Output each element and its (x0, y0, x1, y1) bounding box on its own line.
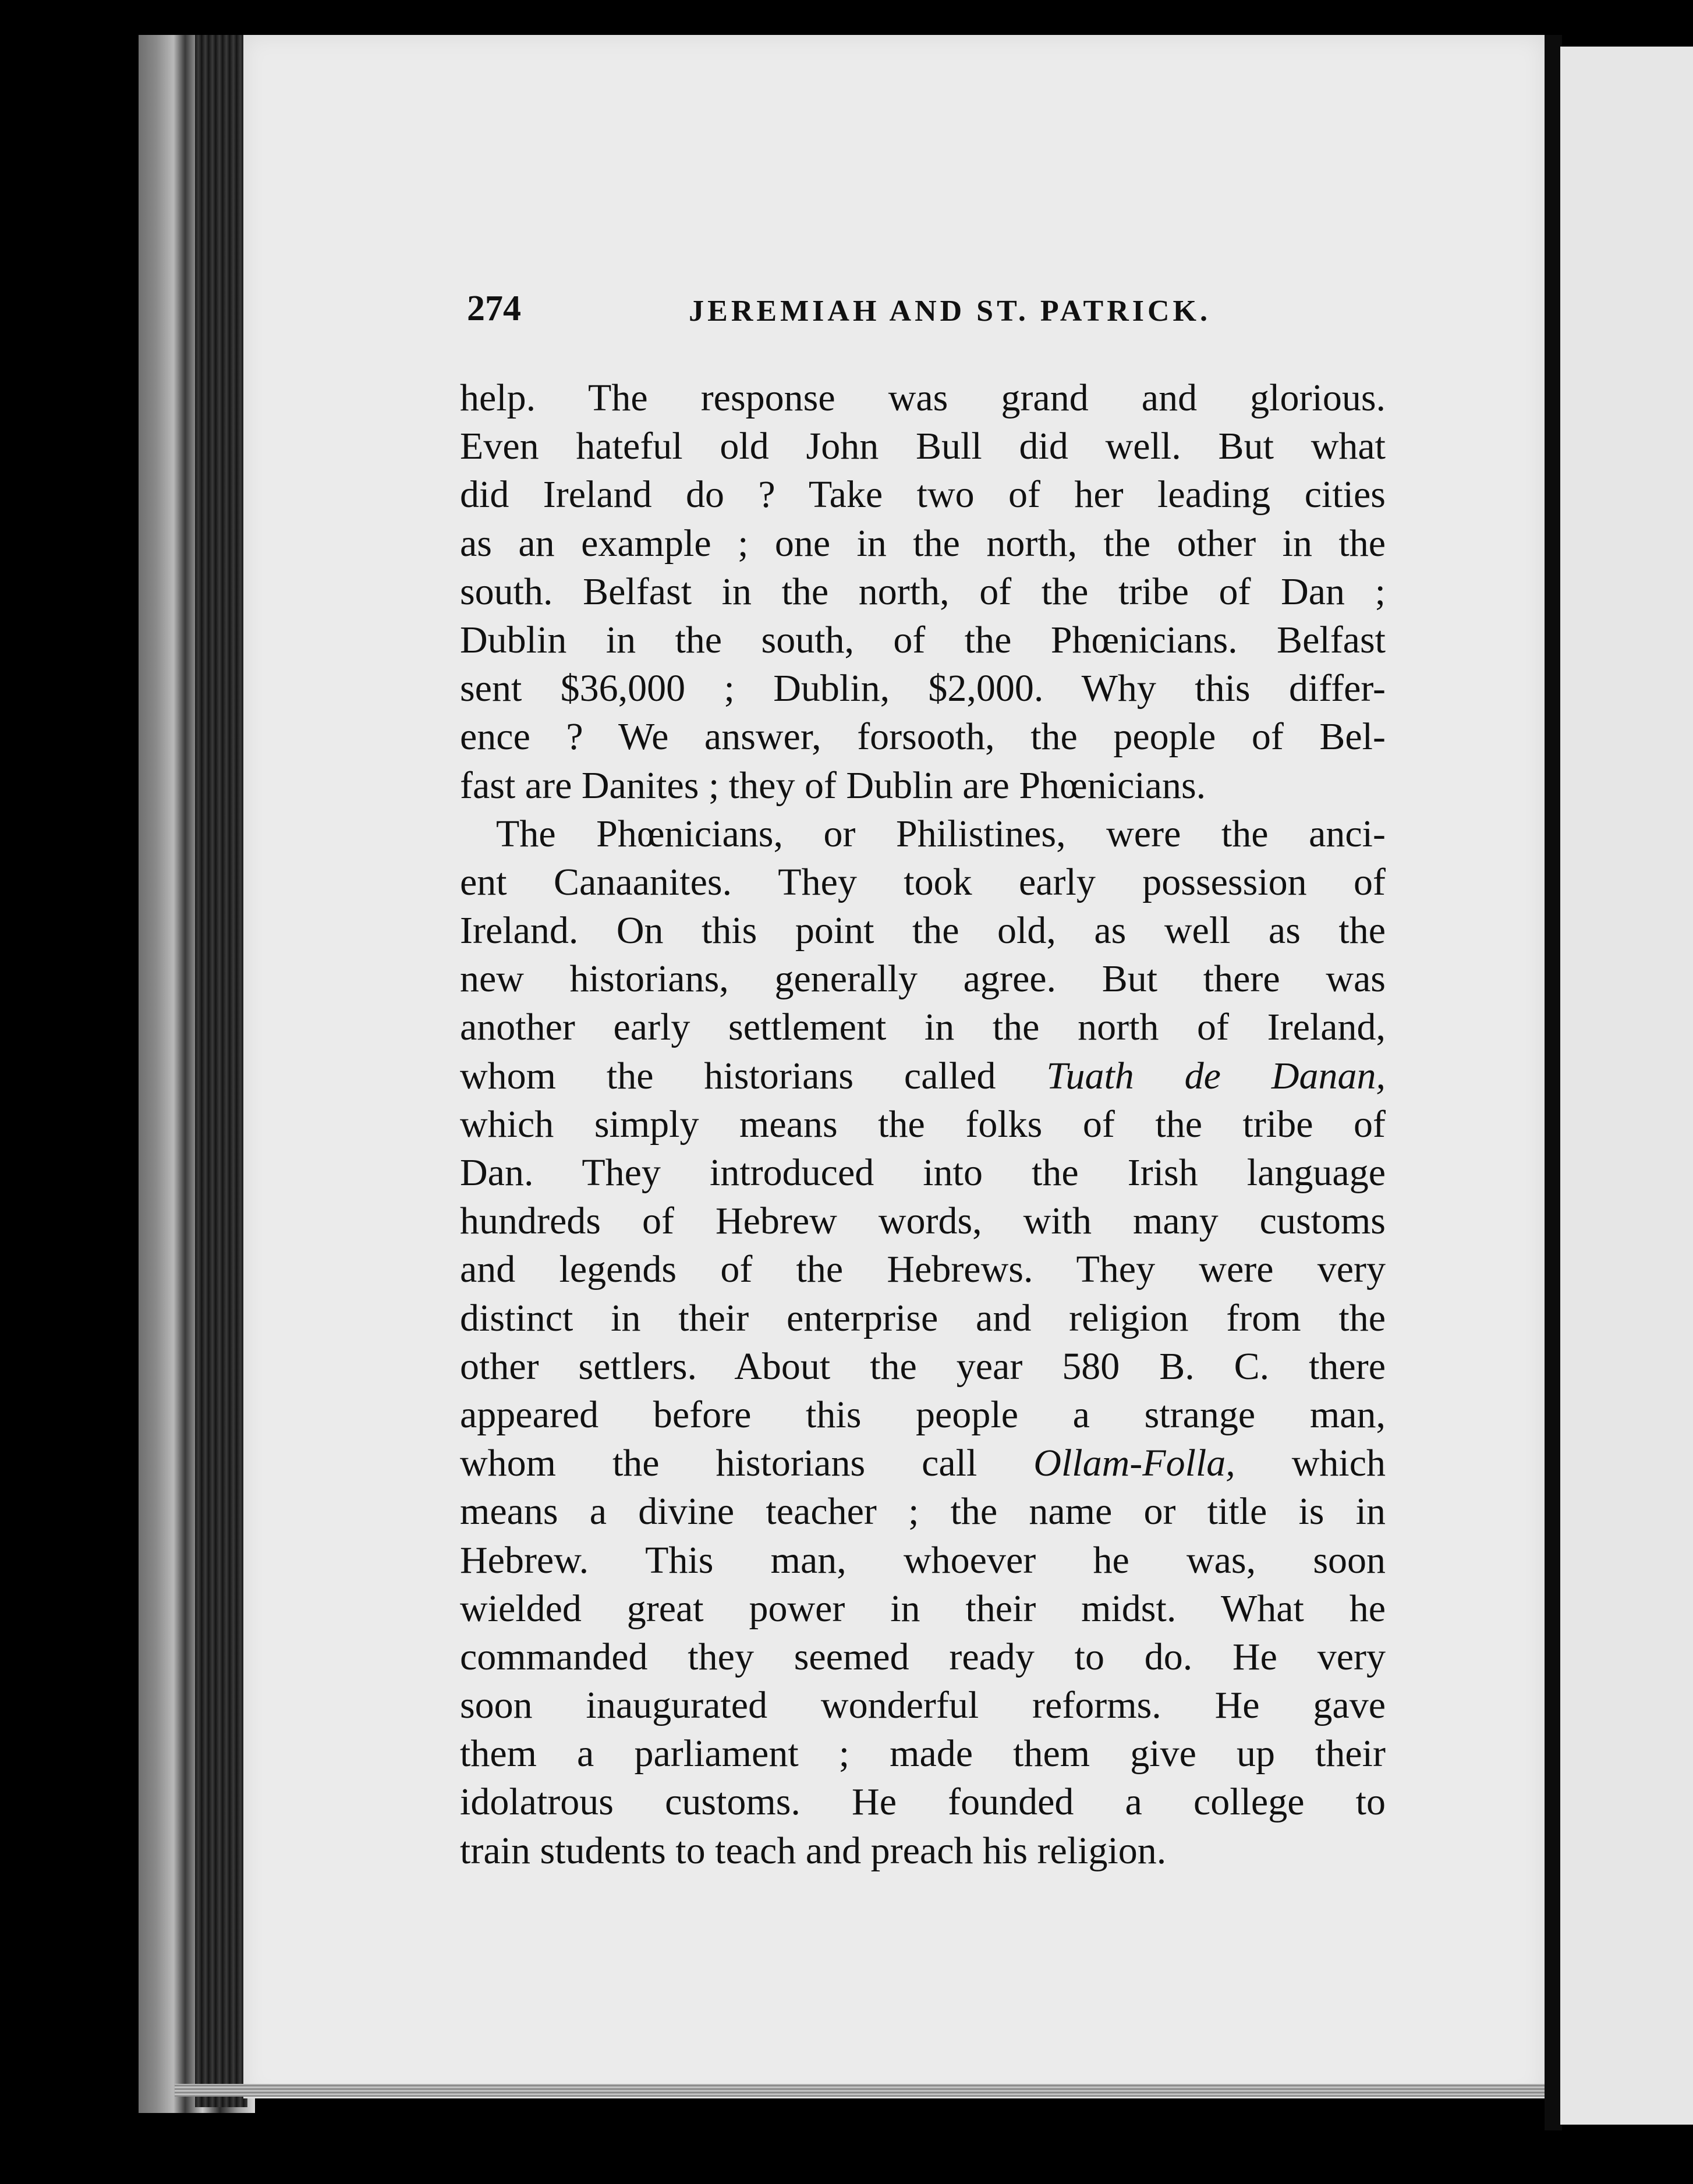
italic-term: Ollam-Folla, (1033, 1442, 1235, 1485)
text-line: Even hateful old John Bull did well. But what (460, 425, 1386, 468)
text-line: did Ireland do ? Take two of her leading cities (460, 473, 1386, 516)
text-line: south. Belfast in the north, of the tribe of Dan ; (460, 570, 1386, 613)
text-line: The Phœnicians, or Philistines, were the anci- (496, 812, 1386, 855)
text-line: appeared before this people a strange man, (460, 1393, 1386, 1436)
text-line: Ireland. On this point the old, as well as the (460, 909, 1386, 952)
text-line: Dan. They introduced into the Irish language (460, 1151, 1386, 1194)
text-line: them a parliament ; made them give up their (460, 1732, 1386, 1775)
text-line: ent Canaanites. They took early possession of (460, 860, 1386, 903)
text-line: Dublin in the south, of the Phœnicians. Belfast (460, 618, 1386, 661)
page-bottom-edge (175, 2084, 1554, 2097)
text-line: commanded they seemed ready to do. He very (460, 1635, 1386, 1678)
text-line: help. The response was grand and glorious. (460, 377, 1386, 419)
text-line-with-italic (460, 1439, 1386, 1487)
facing-page (1560, 47, 1693, 2125)
text-line-with-italic (460, 1052, 1386, 1100)
text-line: idolatrous customs. He founded a college to (460, 1781, 1386, 1824)
page-number: 274 (467, 289, 521, 328)
text-span: which (1235, 1442, 1386, 1485)
text-line: other settlers. About the year 580 B. C. there (460, 1345, 1386, 1388)
text-line: ence ? We answer, forsooth, the people of Bel- (460, 715, 1386, 758)
facing-gutter (1545, 35, 1562, 2130)
text-line: wielded great power in their midst. What he (460, 1587, 1386, 1630)
text-line: train students to teach and preach his religion. (460, 1829, 1167, 1872)
text-line: which simply means the folks of the tribe of (460, 1102, 1386, 1146)
italic-term: Tuath de Danan, (1046, 1054, 1386, 1097)
text-line: distinct in their enterprise and religion from the (460, 1296, 1386, 1339)
running-title: JEREMIAH AND ST. PATRICK. (689, 295, 1211, 328)
text-line: as an example ; one in the north, the other in the (460, 522, 1386, 565)
text-line: means a divine teacher ; the name or title is in (460, 1490, 1386, 1533)
text-line: new historians, generally agree. But there was (460, 958, 1386, 1001)
text-line: and legends of the Hebrews. They were very (460, 1248, 1386, 1291)
text-line: another early settlement in the north of Ireland, (460, 1006, 1386, 1049)
text-span: whom the historians call (460, 1442, 1034, 1485)
text-line: fast are Danites ; they of Dublin are Phœnicians. (460, 764, 1206, 807)
body-text (460, 374, 1386, 1875)
book-spine (195, 35, 247, 2107)
text-span: whom the historians called (460, 1054, 1047, 1097)
text-line: hundreds of Hebrew words, with many customs (460, 1200, 1386, 1243)
text-line: sent $36,000 ; Dublin, $2,000. Why this differ- (460, 667, 1386, 710)
text-line: soon inaugurated wonderful reforms. He gave (460, 1684, 1386, 1727)
text-line: Hebrew. This man, whoever he was, soon (460, 1538, 1386, 1582)
